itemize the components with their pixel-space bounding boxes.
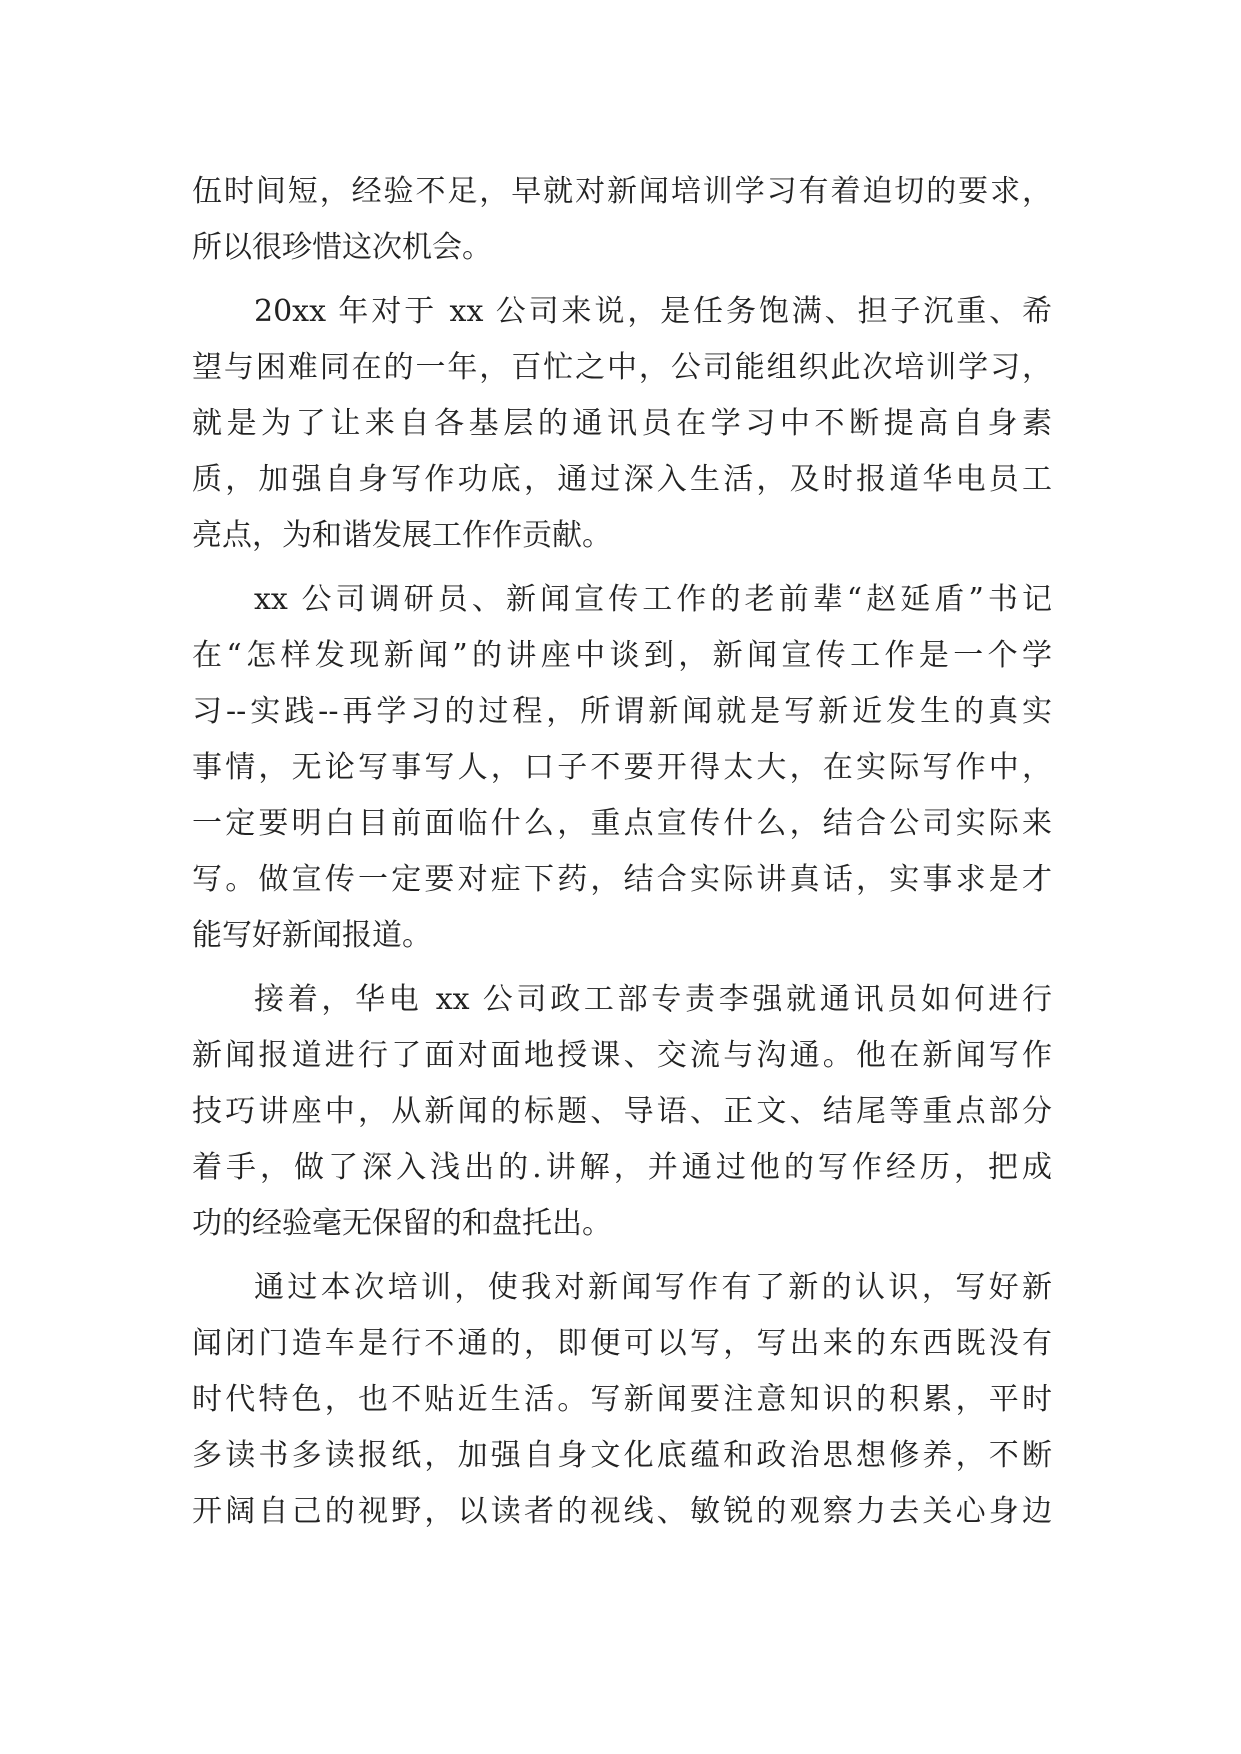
text-line: 通过本次培训，使我对新闻写作有了新的认识，写好新 bbox=[254, 1270, 1052, 1305]
paragraph bbox=[192, 284, 1052, 564]
text-line: 功的经验毫无保留的和盘托出。 bbox=[192, 1206, 612, 1241]
paragraph bbox=[192, 1260, 1052, 1540]
text-line: 接着，华电 xx 公司政工部专责李强就通讯员如何进行 bbox=[254, 982, 1052, 1017]
text-line: 事情，无论写事写人，口子不要开得太大，在实际写作中， bbox=[192, 750, 1052, 785]
paragraph-gap bbox=[192, 964, 1052, 972]
text-line: 质，加强自身写作功底，通过深入生活，及时报道华电员工 bbox=[192, 462, 1052, 497]
text-line: 习--实践--再学习的过程，所谓新闻就是写新近发生的真实 bbox=[192, 694, 1052, 729]
text-line: 在“怎样发现新闻”的讲座中谈到，新闻宣传工作是一个学 bbox=[192, 638, 1052, 673]
text-line: 多读书多读报纸，加强自身文化底蕴和政治思想修养，不断 bbox=[192, 1438, 1052, 1473]
text-line: 望与困难同在的一年，百忙之中，公司能组织此次培训学习， bbox=[192, 350, 1052, 385]
paragraph-gap bbox=[192, 276, 1052, 284]
text-line: 技巧讲座中，从新闻的标题、导语、正文、结尾等重点部分 bbox=[192, 1094, 1052, 1129]
text-line: 亮点，为和谐发展工作作贡献。 bbox=[192, 518, 612, 553]
text-line: 新闻报道进行了面对面地授课、交流与沟通。他在新闻写作 bbox=[192, 1038, 1052, 1073]
paragraph bbox=[192, 572, 1052, 964]
paragraph-gap bbox=[192, 564, 1052, 572]
text-line: 时代特色，也不贴近生活。写新闻要注意知识的积累，平时 bbox=[192, 1382, 1052, 1417]
text-line: 开阔自己的视野，以读者的视线、敏锐的观察力去关心身边 bbox=[192, 1494, 1052, 1529]
paragraph bbox=[192, 164, 1052, 276]
paragraph bbox=[192, 972, 1052, 1252]
text-line: 就是为了让来自各基层的通讯员在学习中不断提高自身素 bbox=[192, 406, 1052, 441]
paragraph-gap bbox=[192, 1252, 1052, 1260]
text-line: 伍时间短，经验不足，早就对新闻培训学习有着迫切的要求， bbox=[192, 174, 1052, 209]
document-body bbox=[192, 164, 1052, 1540]
text-line: 写。做宣传一定要对症下药，结合实际讲真话，实事求是才 bbox=[192, 862, 1052, 897]
text-line: xx 公司调研员、新闻宣传工作的老前辈“赵延盾”书记 bbox=[254, 582, 1052, 617]
text-line: 着手，做了深入浅出的.讲解，并通过他的写作经历，把成 bbox=[192, 1150, 1052, 1185]
text-line: 闻闭门造车是行不通的，即便可以写，写出来的东西既没有 bbox=[192, 1326, 1052, 1361]
text-line: 所以很珍惜这次机会。 bbox=[192, 230, 492, 265]
text-line: 20xx 年对于 xx 公司来说，是任务饱满、担子沉重、希 bbox=[254, 294, 1052, 329]
text-line: 一定要明白目前面临什么，重点宣传什么，结合公司实际来 bbox=[192, 806, 1052, 841]
text-line: 能写好新闻报道。 bbox=[192, 918, 432, 953]
